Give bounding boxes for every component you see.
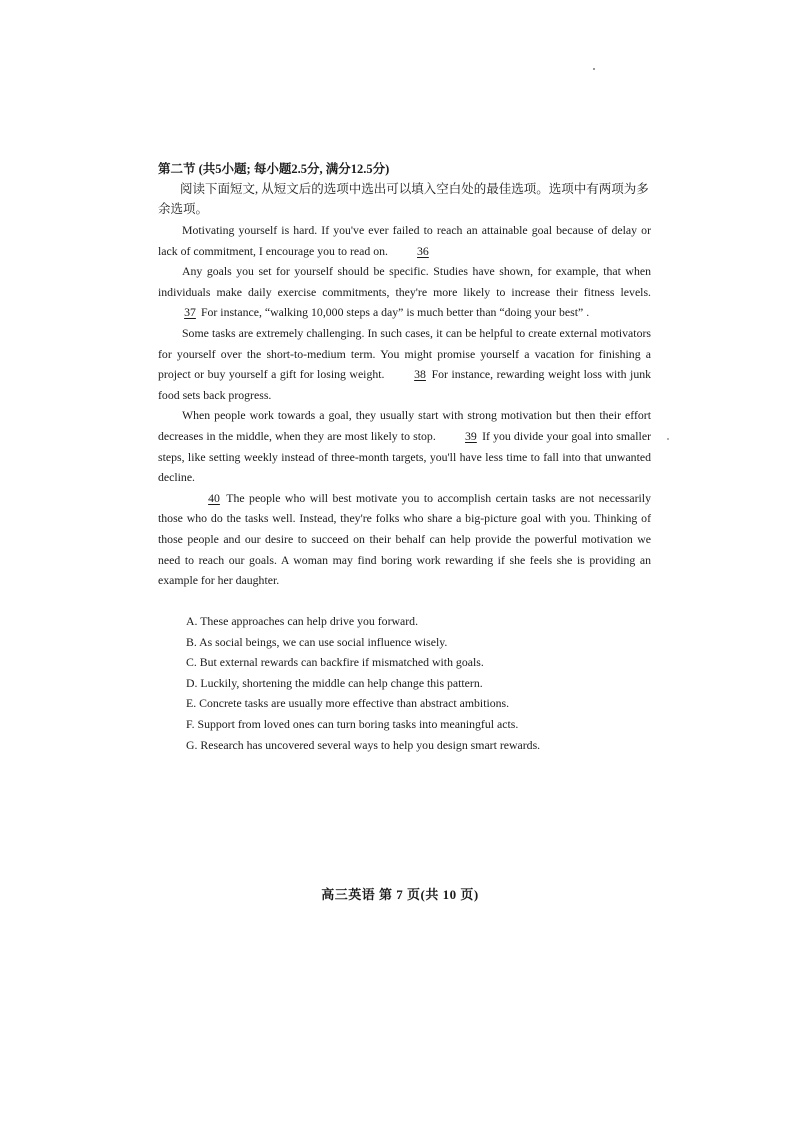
answer-options [186,611,646,755]
option-a: A. These approaches can help drive you forward. [186,614,419,628]
scan-speck [667,438,669,440]
answer-blank-40: 40 [208,490,220,505]
section-heading: 第二节 (共5小题; 每小题2.5分, 满分12.5分) [158,162,390,176]
paragraph-text: For instance, rewarding weight loss with junk food sets back progress. [158,367,652,402]
option-d: D. Luckily, shortening the middle can help change this pattern. [186,675,483,690]
answer-blank-38: 38 [414,367,426,382]
scan-speck [593,68,595,70]
paragraph-text: Some tasks are extremely challenging. In such cases, it can be helpful to create external motivators for yourself over the short-to-medium term. You might promise yourself a vacation for finishing a project or buy yourself a gift for losing weight. [158,325,651,382]
page-footer: 高三英语 第 7 页(共 10 页) [321,887,479,902]
paragraph-text: If you divide your goal into smaller steps, like setting weekly instead of three-month targets, you'll have less time to fall into that unwanted decline. [158,428,651,485]
paragraph-text: For instance, “walking 10,000 steps a day” is much better than “doing your best” . [200,305,590,320]
answer-blank-39: 39 [465,428,477,443]
section-instructions: 阅读下面短文, 从短文后的选项中选出可以填入空白处的最佳选项。选项中有两项为多余选项。 [158,182,649,216]
option-c: C. But external rewards can backfire if mismatched with goals. [186,655,484,670]
option-e: E. Concrete tasks are usually more effective than abstract ambitions. [186,696,510,711]
reading-passage [158,220,651,591]
passage-paragraph-3 [158,323,651,405]
answer-blank-36: 36 [417,243,429,258]
paragraph-text: The people who will best motivate you to accomplish certain tasks are not necessarily those who do the tasks well. Instead, they're folks who share a big-picture goal with you. Thinking of those people and our desire to succeed on their behalf can help provide the powerful motivation we need to reach our goals. A woman may find boring work rewarding if she feels she is providing an example for her daughter. [158,490,651,588]
paragraph-text: Motivating yourself is hard. If you've ever failed to reach an attainable goal because of delay or lack of commitment, I encourage you to read on. [158,223,651,258]
paragraph-text: Any goals you set for yourself should be specific. Studies have shown, for example, that when individuals make daily exercise commitments, they're more likely to increase their fitness levels. [158,264,651,299]
passage-paragraph-4 [158,405,651,487]
answer-blank-37: 37 [184,305,196,320]
paragraph-text: When people work towards a goal, they usually start with strong motivation but then their effort decreases in the middle, when they are most likely to stop. [158,408,651,443]
passage-paragraph-5 [158,488,651,591]
option-b: B. As social beings, we can use social influence wisely. [186,634,448,649]
option-f: F. Support from loved ones can turn boring tasks into meaningful acts. [186,716,519,731]
option-g: G. Research has uncovered several ways to help you design smart rewards. [186,737,541,752]
passage-paragraph-1 [158,220,651,261]
passage-paragraph-2 [158,261,651,323]
